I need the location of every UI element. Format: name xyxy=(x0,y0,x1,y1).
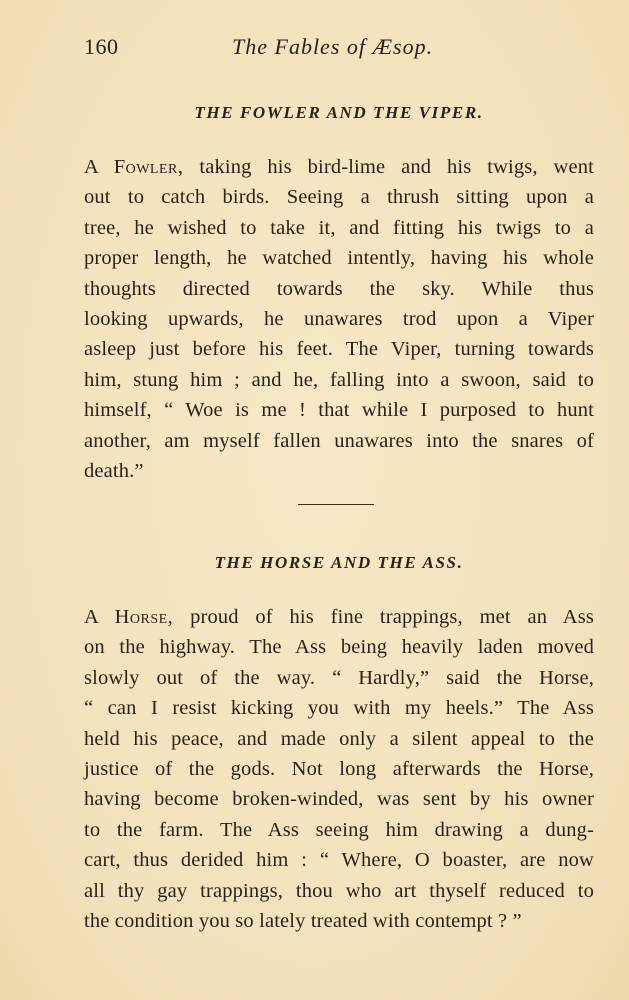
text-line: to the farm. The Ass seeing him drawing a dung- xyxy=(84,818,594,841)
text-line: A Fowler, taking his bird-lime and his twigs, went xyxy=(84,156,594,178)
text-line: all thy gay trappings, thou who art thyself reduced to xyxy=(84,879,594,902)
fable-horse-and-ass xyxy=(84,552,594,936)
page-number: 160 xyxy=(84,34,119,59)
text-line: on the highway. The Ass being heavily laden moved xyxy=(84,636,594,659)
text-line: asleep just before his feet. The Viper, turning towards xyxy=(84,338,594,361)
running-title: The Fables of Æsop. xyxy=(232,34,434,59)
text-line: A Horse, proud of his fine trappings, met an Ass xyxy=(84,606,594,628)
text-line: himself, “ Woe is me ! that while I purposed to hunt xyxy=(84,399,594,422)
opening-word: Fowler, xyxy=(113,156,184,178)
text-line: another, am myself fallen unawares into the snares of xyxy=(84,429,594,452)
text-line: justice of the gods. Not long afterwards the Horse, xyxy=(84,757,594,780)
fable-title: THE FOWLER AND THE VIPER. xyxy=(194,103,484,122)
text-line: held his peace, and made only a silent appeal to the xyxy=(84,727,594,750)
fable-fowler-and-viper xyxy=(84,102,594,486)
text-line: “ can I resist kicking you with my heels.” The Ass xyxy=(84,697,594,720)
text-line: him, stung him ; and he, falling into a swoon, said to xyxy=(84,368,594,391)
section-divider xyxy=(298,504,374,505)
opening-article: A xyxy=(84,156,98,178)
opening-word: Horse, xyxy=(114,606,174,628)
text-line: tree, he wished to take it, and fitting his twigs to a xyxy=(84,216,594,239)
fable-body xyxy=(84,602,594,936)
fable-body xyxy=(84,152,594,486)
text-line: cart, thus derided him : “ Where, O boaster, are now xyxy=(84,849,594,872)
text-line: the condition you so lately treated with contempt ? ” xyxy=(84,909,522,932)
fable-title: THE HORSE AND THE ASS. xyxy=(214,553,464,572)
text-line: proper length, he watched intently, having his whole xyxy=(84,247,594,270)
page-header xyxy=(84,34,597,64)
text-line: slowly out of the way. “ Hardly,” said the Horse, xyxy=(84,666,594,689)
text-line: death.” xyxy=(84,459,144,482)
text-line: looking upwards, he unawares trod upon a Viper xyxy=(84,307,594,330)
text-line: thoughts directed towards the sky. While thus xyxy=(84,277,594,300)
text-line: out to catch birds. Seeing a thrush sitting upon a xyxy=(84,186,594,209)
opening-article: A xyxy=(84,606,98,628)
text-line: having become broken-winded, was sent by his owner xyxy=(84,788,594,811)
